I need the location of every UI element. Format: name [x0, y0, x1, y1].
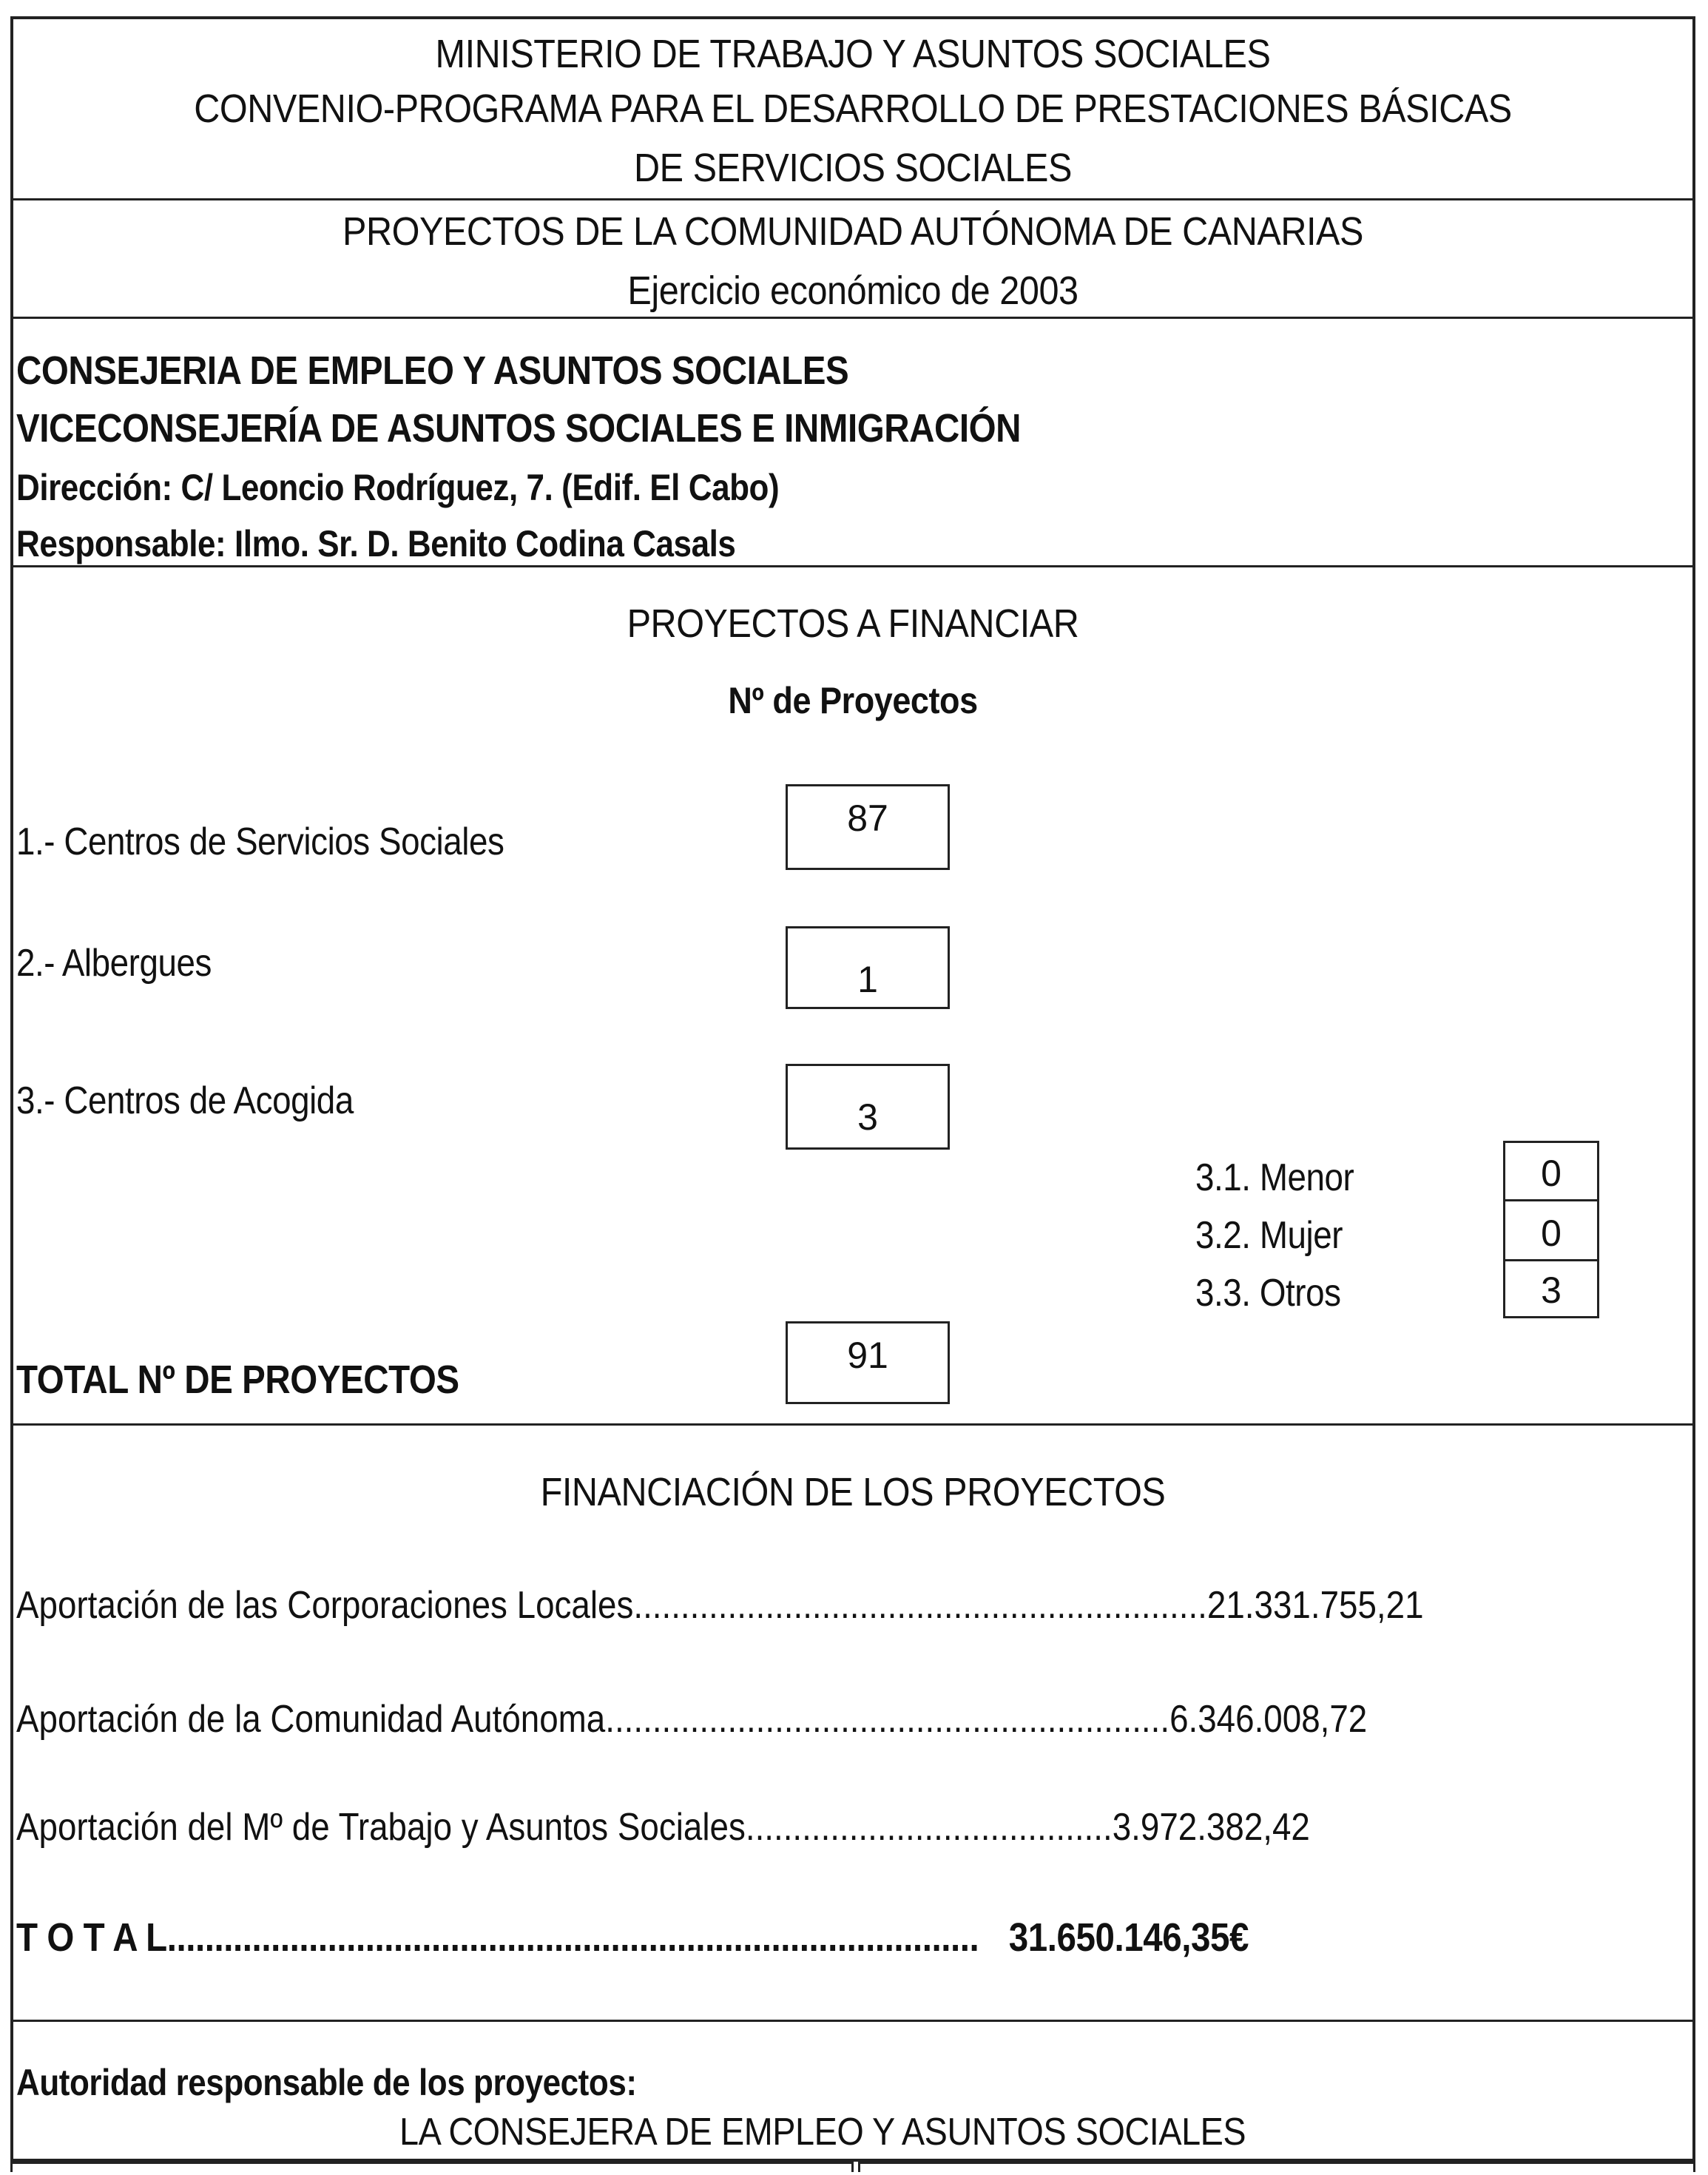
subitem-value-box: 0 — [1503, 1141, 1599, 1201]
subitem-value-box: 0 — [1503, 1199, 1599, 1261]
header-line-2: CONVENIO-PROGRAMA PARA EL DESARROLLO DE PRESTACIONES BÁSICAS — [194, 87, 1512, 131]
divider — [10, 198, 1695, 200]
bottom-cell — [858, 2162, 1695, 2172]
fiscal-year: Ejercicio económico de 2003 — [627, 269, 1079, 313]
divider — [10, 565, 1695, 567]
address: Dirección: C/ Leoncio Rodríguez, 7. (Edif. El Cabo) — [16, 467, 780, 508]
section-title-projects: PROYECTOS A FINANCIAR — [627, 601, 1079, 646]
header-line-1: MINISTERIO DE TRABAJO Y ASUNTOS SOCIALES — [435, 32, 1271, 76]
projects-count-heading: Nº de Proyectos — [728, 680, 978, 721]
authority-label: Autoridad responsable de los proyectos: — [16, 2062, 637, 2103]
item-label: 1.- Centros de Servicios Sociales — [16, 820, 504, 863]
authority-name: LA CONSEJERA DE EMPLEO Y ASUNTOS SOCIALES — [399, 2111, 1246, 2154]
financing-row-value: 6.346.008,72 — [1169, 1698, 1368, 1741]
subitem-label: 3.2. Mujer — [1195, 1214, 1343, 1257]
dot-leader: ...................................................................................... — [166, 1915, 979, 1960]
divider — [10, 1423, 1695, 1426]
consejeria-name: CONSEJERIA DE EMPLEO Y ASUNTOS SOCIALES — [16, 348, 849, 393]
financing-total-row — [16, 1915, 1249, 1960]
item-label: 3.- Centros de Acogida — [16, 1079, 354, 1122]
total-projects-box: 91 — [786, 1321, 950, 1404]
financing-row — [16, 1697, 1367, 1741]
subitem-label: 3.3. Otros — [1195, 1272, 1341, 1315]
region-title: PROYECTOS DE LA COMUNIDAD AUTÓNOMA DE CANARIAS — [342, 209, 1363, 254]
header-line-3: DE SERVICIOS SOCIALES — [634, 146, 1072, 190]
financing-row-value: 3.972.382,42 — [1112, 1806, 1310, 1849]
dot-leader: ....................................... — [745, 1806, 1113, 1849]
subitem-label: 3.1. Menor — [1195, 1156, 1354, 1199]
financing-total-label: T O T A L — [16, 1915, 167, 1960]
subitem-value-box: 3 — [1503, 1259, 1599, 1318]
item-value-box: 3 — [786, 1064, 950, 1150]
viceconsejeria-name: VICECONSEJERÍA DE ASUNTOS SOCIALES E INMIGRACIÓN — [16, 406, 1022, 451]
financing-row-label: Aportación de las Corporaciones Locales — [16, 1584, 634, 1627]
financing-row — [16, 1583, 1424, 1628]
responsible-person: Responsable: Ilmo. Sr. D. Benito Codina Casals — [16, 523, 736, 564]
divider — [10, 2020, 1695, 2022]
financing-row — [16, 1805, 1310, 1849]
financing-row-label: Aportación de la Comunidad Autónoma — [16, 1698, 606, 1741]
item-label: 2.- Albergues — [16, 942, 212, 985]
total-projects-label: TOTAL Nº DE PROYECTOS — [16, 1358, 459, 1402]
dot-leader: ............................................................ — [605, 1698, 1170, 1741]
financing-row-label: Aportación del Mº de Trabajo y Asuntos Sociales — [16, 1806, 746, 1849]
dot-leader: ............................................................. — [633, 1584, 1207, 1627]
item-value-box: 87 — [786, 784, 950, 870]
financing-total-value: 31.650.146,35€ — [1008, 1915, 1249, 1960]
divider — [10, 317, 1695, 319]
item-value-box: 1 — [786, 926, 950, 1009]
section-title-financing: FINANCIACIÓN DE LOS PROYECTOS — [540, 1470, 1166, 1514]
financing-row-value: 21.331.755,21 — [1206, 1584, 1424, 1627]
bottom-cell — [10, 2162, 854, 2172]
